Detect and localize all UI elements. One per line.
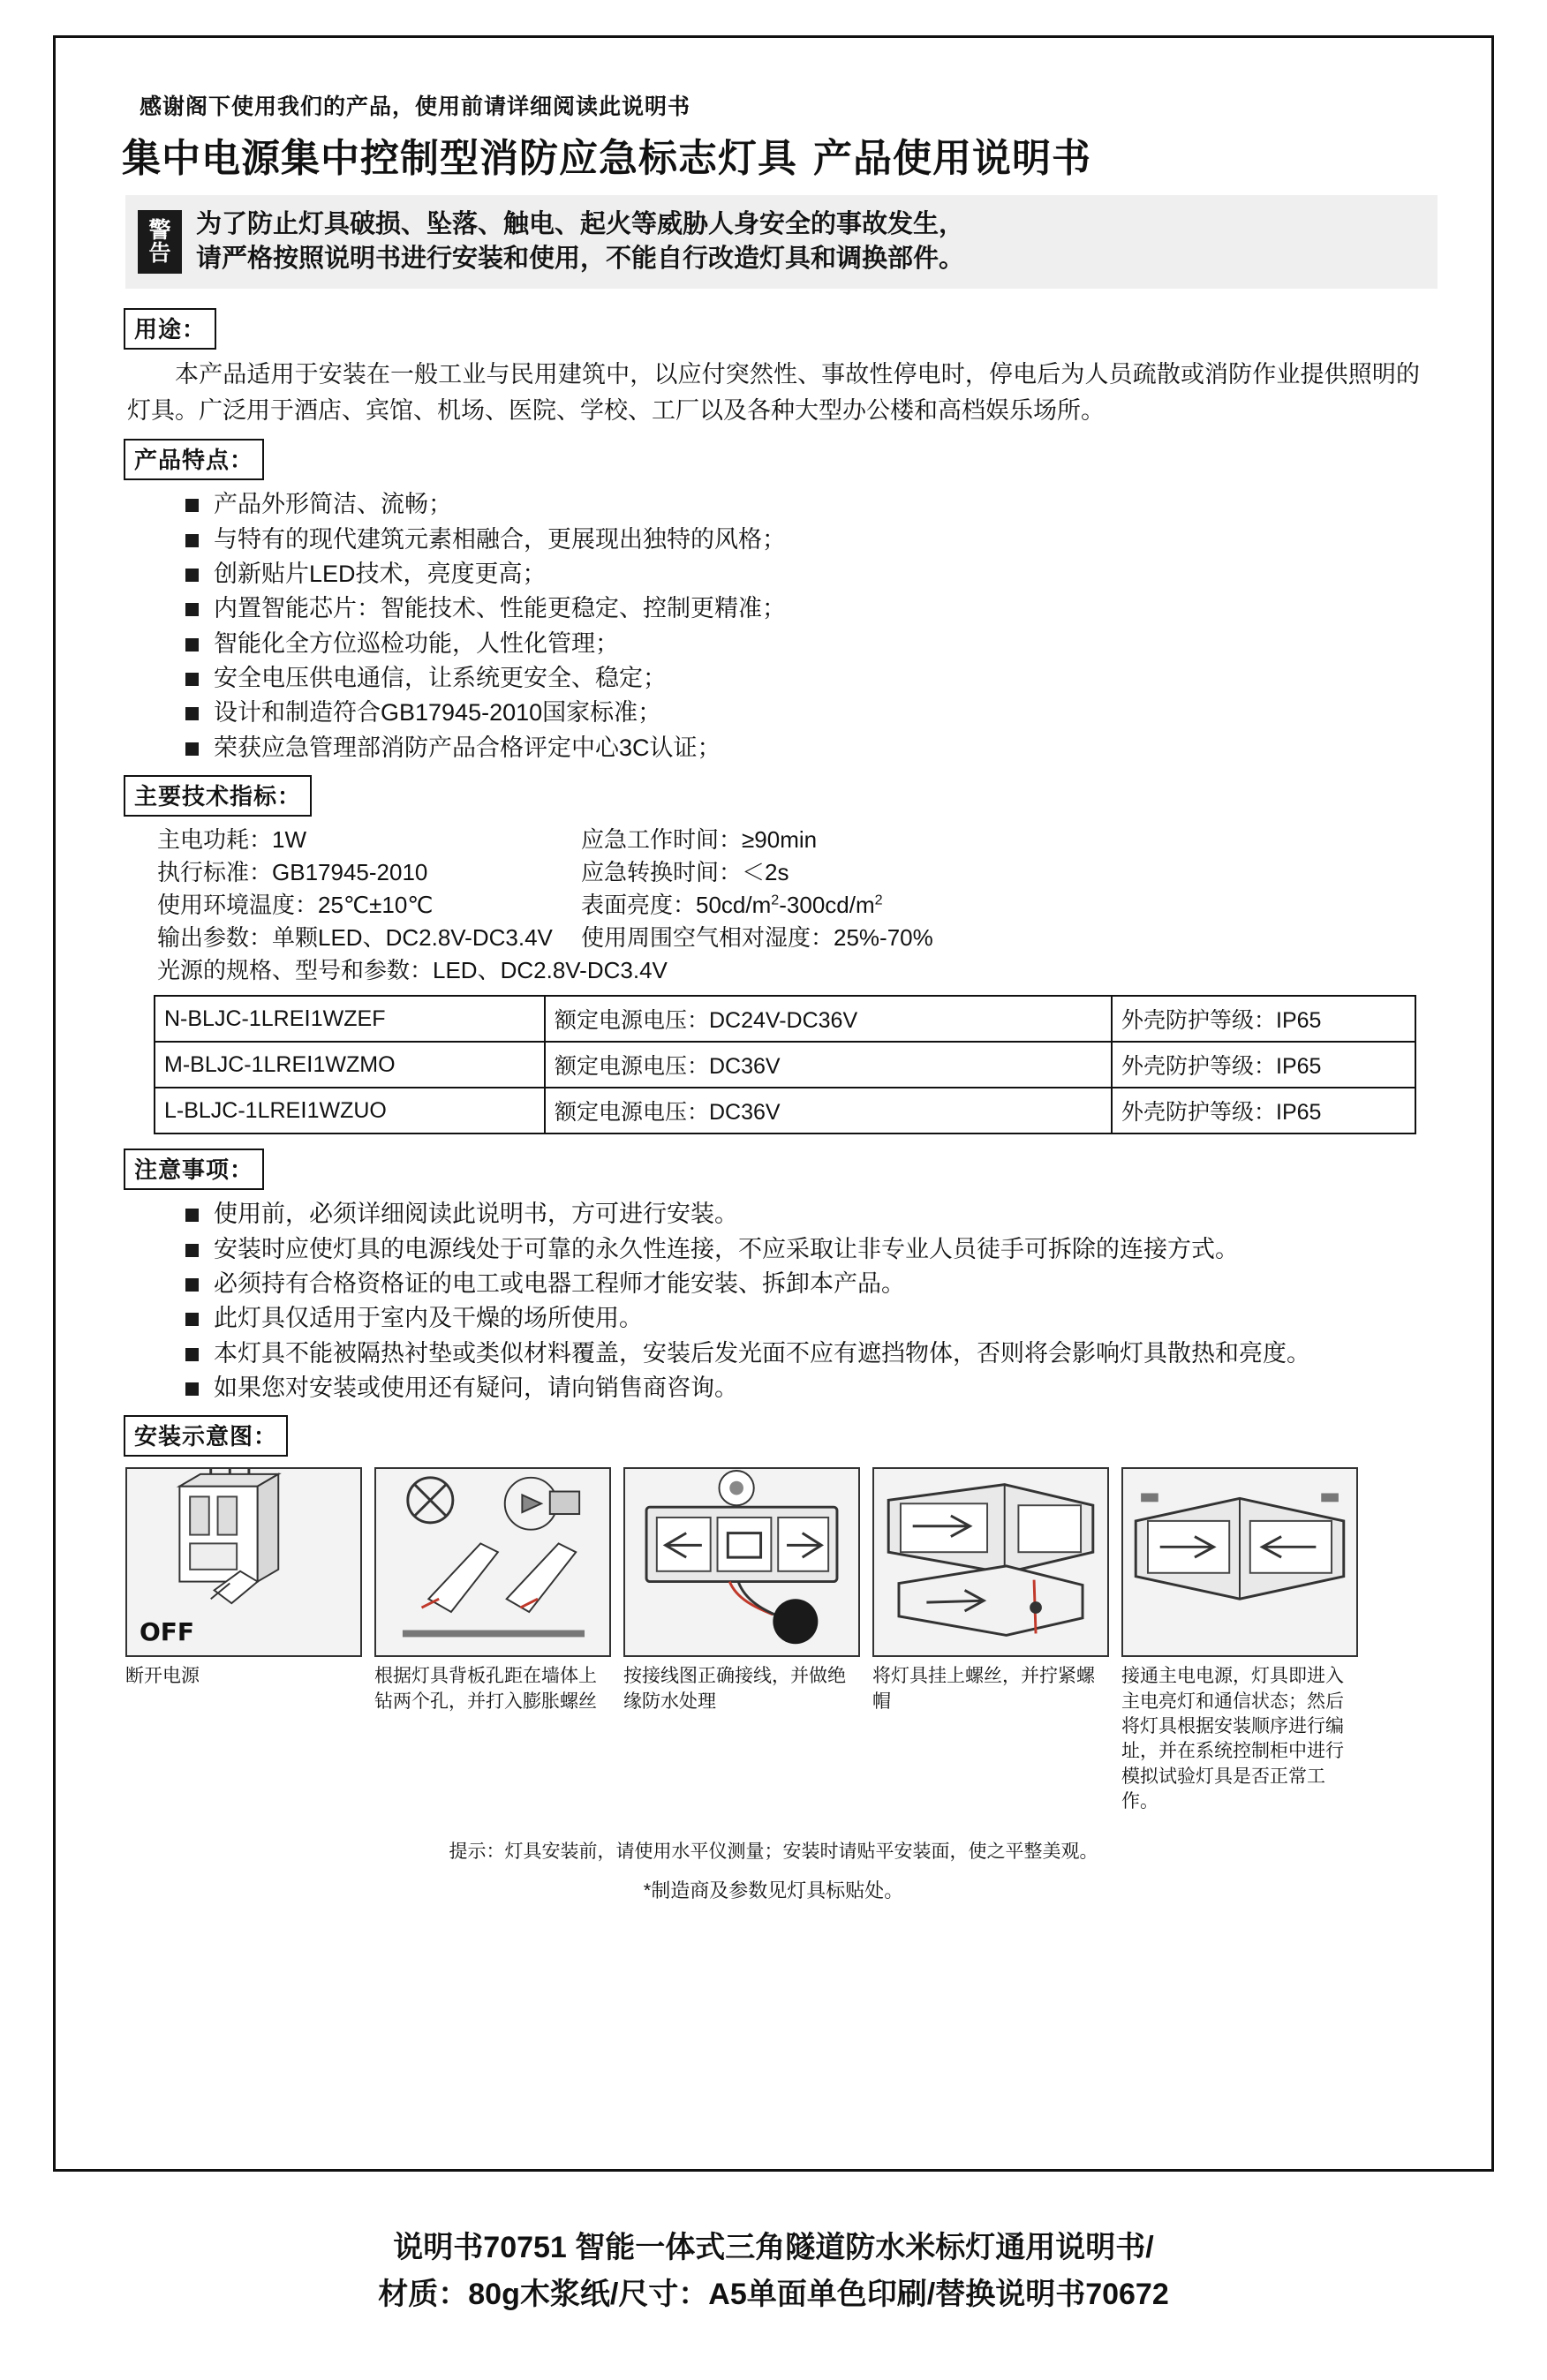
spec-row <box>157 922 1443 954</box>
list-item: 安装时应使灯具的电源线处于可靠的永久性连接，不应采取让非专业人员徒手可拆除的连接方式。 <box>184 1232 1443 1266</box>
spec-right: 应急工作时间：≥90min <box>581 825 818 853</box>
list-item: 必须持有合格资格证的电工或电器工程师才能安装、拆卸本产品。 <box>184 1267 1443 1300</box>
spec-left: 主电功耗：1W <box>157 825 307 853</box>
list-item: 与特有的现代建筑元素相融合，更展现出独特的风格； <box>184 523 1443 556</box>
brightness-mid: -300cd/m <box>779 891 875 918</box>
power-on-sign-icon <box>1123 1469 1356 1655</box>
spec-right: 应急转换时间：＜2s <box>581 858 789 885</box>
step-2-caption: 根据灯具背板孔距在墙体上钻两个孔，并打入膨胀螺丝 <box>374 1666 597 1712</box>
step-3-illustration <box>623 1467 860 1657</box>
install-step-5 <box>1121 1467 1358 1814</box>
list-item: 本灯具不能被隔热衬垫或类似材料覆盖，安装后发光面不应有遮挡物体，否则将会影响灯具散热和亮度。 <box>184 1337 1443 1370</box>
specs-block <box>157 824 1443 987</box>
warning-banner <box>125 195 1438 289</box>
model-ip: 外壳防护等级：IP65 <box>1112 996 1415 1042</box>
manual-sheet <box>53 35 1494 2172</box>
spec-right <box>581 889 1443 922</box>
features-list <box>104 487 1443 764</box>
page-title <box>122 126 1443 183</box>
step-2-illustration <box>374 1467 611 1657</box>
off-label: OFF <box>140 1617 195 1647</box>
spec-left: 输出参数：单颗LED、DC2.8V-DC3.4V <box>157 923 553 951</box>
list-item: 智能化全方位巡检功能，人性化管理； <box>184 627 1443 660</box>
table-row <box>155 1088 1415 1134</box>
section-heading-usage: 用途： <box>124 308 216 350</box>
list-item: 设计和制造符合GB17945-2010国家标准； <box>184 696 1443 729</box>
model-code: M-BLJC-1LREⅠ1WZMO <box>155 1042 545 1088</box>
warning-badge-line1: 警 <box>148 217 171 243</box>
section-heading-notes: 注意事项： <box>124 1149 264 1190</box>
step-5-caption: 接通主电电源，灯具即进入主电亮灯和通信状态；然后将灯具根据安装顺序进行编址，并在系统控制柜中进行模拟试验灯具是否正常工作。 <box>1121 1666 1344 1812</box>
model-ip: 外壳防护等级：IP65 <box>1112 1088 1415 1134</box>
list-item: 内置智能芯片：智能技术、性能更稳定、控制更精准； <box>184 591 1443 625</box>
model-ip: 外壳防护等级：IP65 <box>1112 1042 1415 1088</box>
step-4-illustration <box>872 1467 1109 1657</box>
step-1-illustration <box>125 1467 362 1657</box>
brightness-sup2: 2 <box>874 892 883 908</box>
list-item: 如果您对安装或使用还有疑问，请向销售商咨询。 <box>184 1371 1443 1405</box>
warning-line-2: 请严格按照说明书进行安装和使用，不能自行改造灯具和调换部件。 <box>196 245 965 274</box>
warning-badge-line2: 告 <box>148 241 171 267</box>
install-step-4 <box>872 1467 1109 1814</box>
footer-note <box>0 2225 1547 2317</box>
spec-row <box>157 889 1443 922</box>
step-1-caption: 断开电源 <box>125 1666 200 1687</box>
footer-line-1: 说明书70751 智能一体式三角隧道防水米标灯通用说明书/ <box>393 2231 1154 2264</box>
section-heading-features: 产品特点： <box>124 439 264 480</box>
spec-row <box>157 856 1443 889</box>
spec-row <box>157 824 1443 856</box>
installation-diagram <box>125 1467 1443 1814</box>
list-item: 创新贴片LED技术，亮度更高； <box>184 557 1443 591</box>
step-3-caption: 按接线图正确接线，并做绝缘防水处理 <box>623 1666 846 1712</box>
model-code: L-BLJC-1LREⅠ1WZUO <box>155 1088 545 1134</box>
title-main: 集中电源集中控制型消防应急标志灯具 <box>122 137 797 180</box>
list-item: 此灯具仅适用于室内及干燥的场所使用。 <box>184 1301 1443 1335</box>
model-voltage: 额定电源电压：DC24V-DC36V <box>545 996 1112 1042</box>
thanks-line: 感谢阁下使用我们的产品，使用前请详细阅读此说明书 <box>140 94 691 119</box>
maker-note: *制造商及参数见灯具标贴处。 <box>643 1879 904 1902</box>
step-5-illustration <box>1121 1467 1358 1657</box>
drill-wall-icon <box>376 1469 609 1655</box>
model-voltage: 额定电源电压：DC36V <box>545 1042 1112 1088</box>
spec-right: 使用周围空气相对湿度：25%-70% <box>581 923 933 951</box>
section-heading-install: 安装示意图： <box>124 1415 288 1457</box>
install-step-1 <box>125 1467 362 1814</box>
spec-light-source: 光源的规格、型号和参数：LED、DC2.8V-DC3.4V <box>157 956 668 983</box>
model-code: N-BLJC-1LREⅠ1WZEF <box>155 996 545 1042</box>
table-row <box>155 996 1415 1042</box>
model-voltage: 额定电源电压：DC36V <box>545 1088 1112 1134</box>
list-item: 产品外形简洁、流畅； <box>184 487 1443 521</box>
install-step-2 <box>374 1467 611 1814</box>
title-sub: 产品使用说明书 <box>813 137 1091 180</box>
hang-on-screw-icon <box>874 1469 1107 1655</box>
usage-text: 本产品适用于安装在一般工业与民用建筑中，以应付突然性、事故性停电时，停电后为人员疏散或消防作业提供照明的灯具。广泛用于酒店、宾馆、机场、医院、学校、工厂以及各种大型办公楼和高档娱乐场所。 <box>127 361 1420 424</box>
table-row <box>155 1042 1415 1088</box>
install-tip: 提示：灯具安装前，请使用水平仪测量；安装时请贴平安装面，使之平整美观。 <box>449 1841 1098 1863</box>
warning-text <box>196 207 964 276</box>
spec-left: 执行标准：GB17945-2010 <box>157 858 428 885</box>
spec-left: 使用环境温度：25℃±10℃ <box>157 891 434 918</box>
brightness-pre: 表面亮度：50cd/m <box>581 891 772 918</box>
list-item: 使用前，必须详细阅读此说明书，方可进行安装。 <box>184 1197 1443 1231</box>
step-4-caption: 将灯具挂上螺丝，并拧紧螺帽 <box>872 1666 1095 1712</box>
install-step-3 <box>623 1467 860 1814</box>
warning-line-1: 为了防止灯具破损、坠落、触电、起火等威胁人身安全的事故发生， <box>196 210 965 238</box>
brightness-sup1: 2 <box>771 892 780 908</box>
list-item: 荣获应急管理部消防产品合格评定中心3C认证； <box>184 731 1443 764</box>
warning-badge <box>138 210 182 274</box>
section-heading-specs: 主要技术指标： <box>124 775 312 817</box>
notes-list <box>104 1197 1443 1405</box>
wiring-sign-light-icon <box>625 1469 858 1655</box>
list-item: 安全电压供电通信，让系统更安全、稳定； <box>184 661 1443 695</box>
footer-line-2: 材质：80g木浆纸/尺寸：A5单面单色印刷/替换说明书70672 <box>378 2277 1169 2311</box>
model-table <box>154 995 1416 1134</box>
